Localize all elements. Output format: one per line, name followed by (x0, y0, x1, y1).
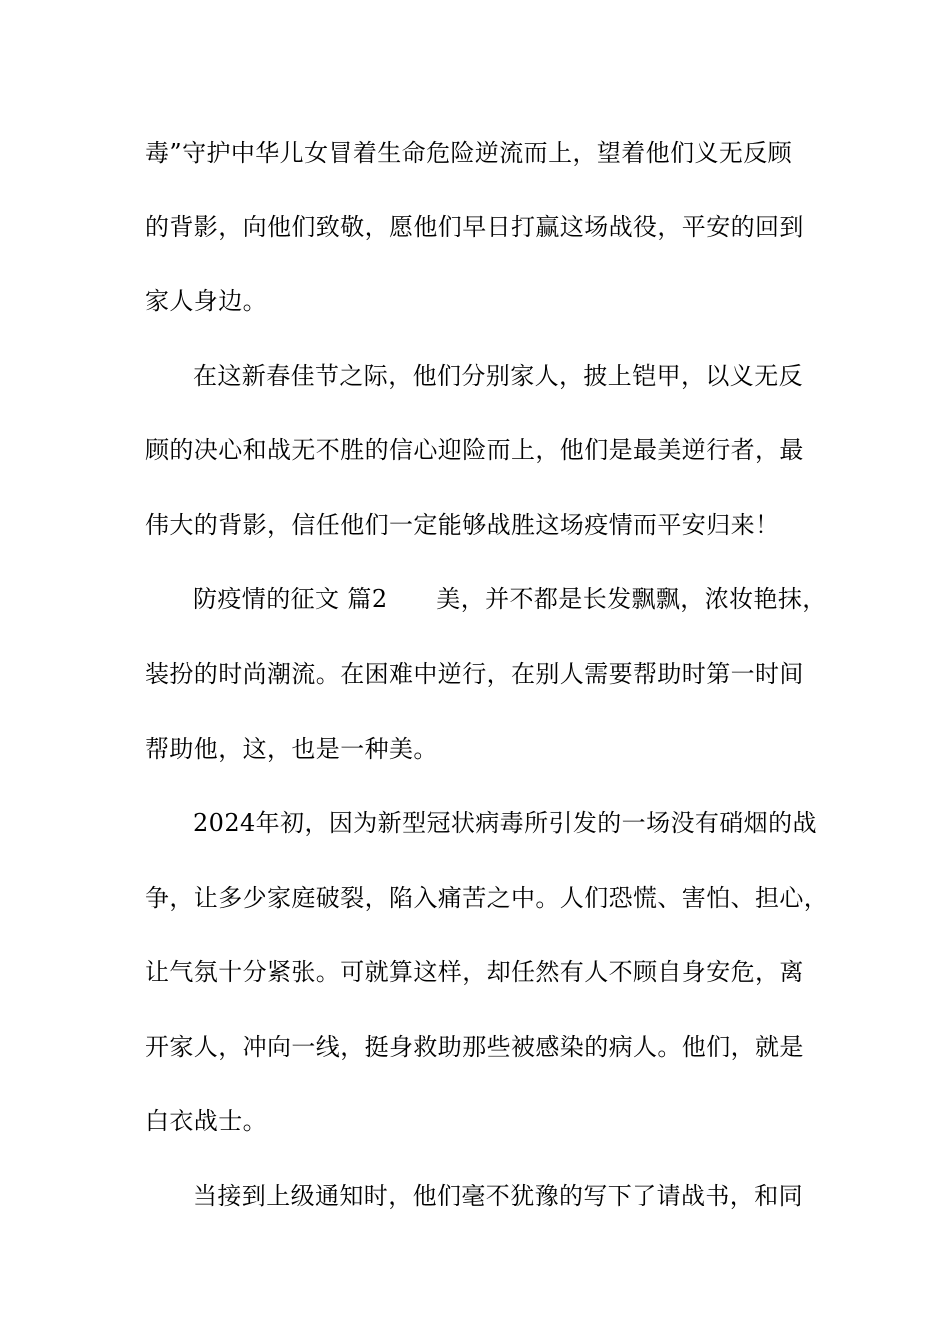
paragraph-first-line: 当接到上级通知时，他们毫不犹豫的写下了请战书，和同 (193, 1182, 803, 1210)
text-line: 顾的决心和战无不胜的信心迎险而上，他们是最美逆行者，最 (145, 436, 804, 464)
text-line: 伟大的背影，信任他们一定能够战胜这场疫情而平安归来！ (145, 511, 780, 539)
text-line: 家人身边。 (145, 287, 267, 315)
text-line: 的背影，向他们致敬，愿他们早日打赢这场战役，平安的回到 (145, 213, 804, 241)
text-line: 让气氛十分紧张。可就算这样，却任然有人不顾自身安危，离 (145, 958, 804, 986)
text-line: 帮助他，这，也是一种美。 (145, 735, 438, 763)
text-line: 开家人，冲向一线，挺身救助那些被感染的病人。他们，就是 (145, 1033, 804, 1061)
paragraph-first-line: 2024年初，因为新型冠状病毒所引发的一场没有硝烟的战 (193, 809, 817, 837)
text-line: 毒”守护中华儿女冒着生命危险逆流而上，望着他们义无反顾 (145, 139, 793, 167)
text-line: 装扮的时尚潮流。在困难中逆行，在别人需要帮助时第一时间 (145, 660, 804, 688)
paragraph-first-line: 在这新春佳节之际，他们分别家人，披上铠甲，以义无反 (193, 362, 803, 390)
section-heading-line: 防疫情的征文 篇2 美，并不都是长发飘飘，浓妆艳抹， (193, 585, 827, 613)
text-line: 争，让多少家庭破裂，陷入痛苦之中。人们恐慌、害怕、担心， (145, 884, 829, 912)
text-line: 白衣战士。 (145, 1107, 267, 1135)
